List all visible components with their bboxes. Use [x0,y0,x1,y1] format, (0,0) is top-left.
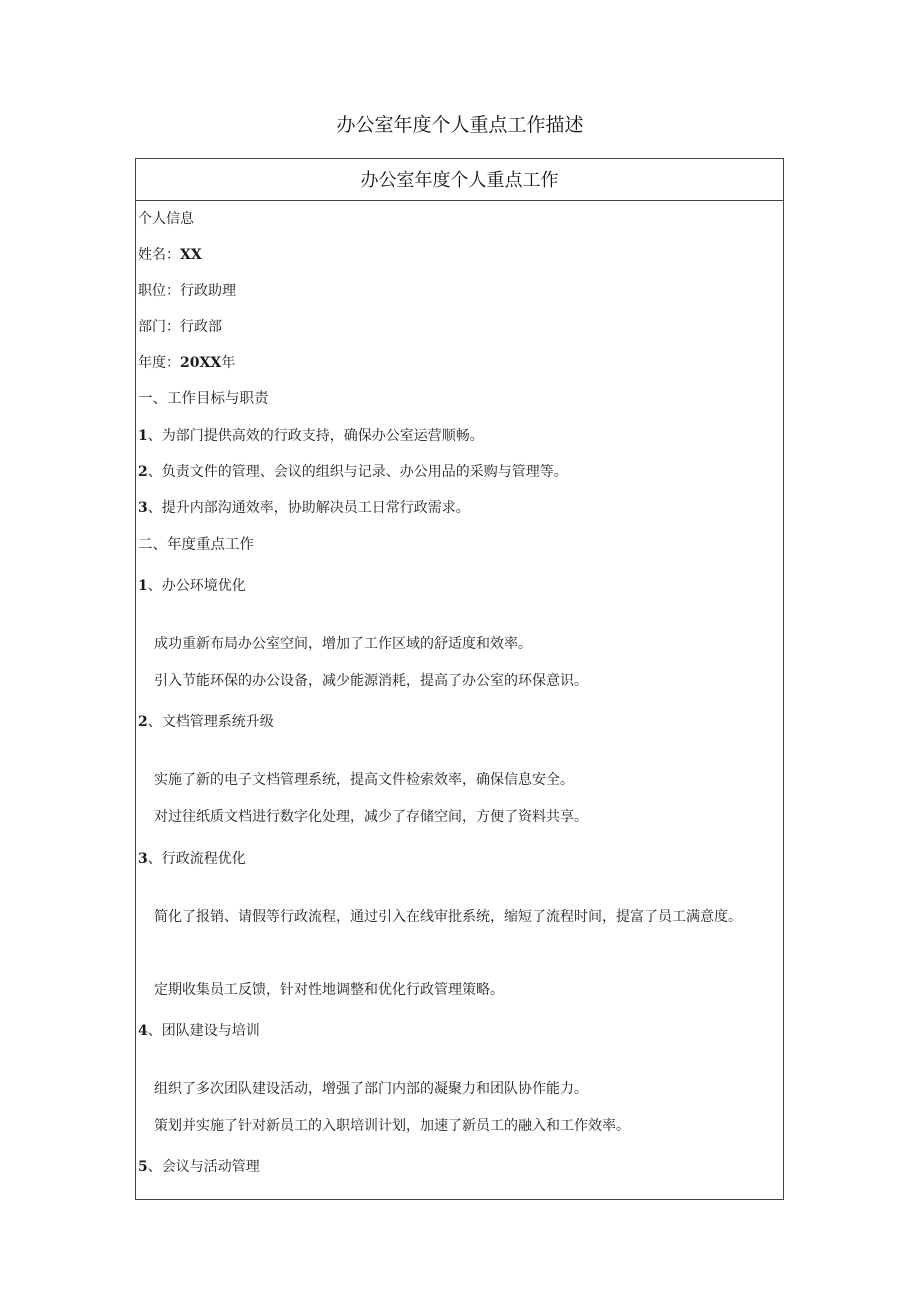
item-detail: 简化了报销、请假等行政流程，通过引入在线审批系统，缩短了流程时间，提富了员工满意度。 [154,909,742,925]
item-title: 、文档管理系统升级 [147,714,274,730]
table-header-row [136,159,783,201]
section1-heading: 一、工作目标与职责 [138,391,269,407]
item-number: 4 [138,1023,148,1039]
item-detail: 成功重新布局办公室空间，增加了工作区域的舒适度和效率。 [154,636,532,652]
item-title: 、团队建设与培训 [147,1023,260,1039]
item-detail: 对过往纸质文档进行数字化处理，减少了存储空间，方便了资料共享。 [154,809,588,825]
item-text: 、为部门提供高效的行政支持，确保办公室运营顺畅。 [147,428,484,444]
section2-item-title [138,712,274,732]
name-value: XX [180,247,202,263]
item-title: 、行政流程优化 [147,851,246,867]
section1-item [138,426,484,446]
section1-item [138,498,470,518]
section1-item [138,462,568,482]
content-table [135,158,784,1200]
item-number: 1 [138,578,148,594]
item-title: 、办公环境优化 [147,578,246,594]
page-title: 办公室年度个人重点工作描述 [336,114,584,136]
name-label: 姓名： [138,247,180,263]
year-value: 20XX [180,355,222,371]
item-detail: 实施了新的电子文档管理系统，提高文件检索效率，确保信息安全。 [154,772,574,788]
item-title: 、会议与活动管理 [147,1159,260,1175]
item-detail: 策划并实施了针对新员工的入职培训计划，加速了新员工的融入和工作效率。 [154,1118,630,1134]
position-line: 职位：行政助理 [138,283,236,299]
table-title: 办公室年度个人重点工作 [360,170,559,191]
section2-heading: 二、年度重点工作 [138,537,254,553]
item-number: 5 [138,1159,148,1175]
item-number: 3 [138,851,148,867]
item-text: 、提升内部沟通效率，协助解决员工日常行政需求。 [147,500,470,516]
year-line [138,353,235,373]
item-text: 、负责文件的管理、会议的组织与记录、办公用品的采购与管理等。 [147,464,568,480]
item-number: 3 [138,500,148,516]
item-number: 1 [138,428,148,444]
item-detail: 定期收集员工反馈，针对性地调整和优化行政管理策略。 [154,982,504,998]
personal-info-heading: 个人信息 [138,211,194,227]
year-suffix: 年 [221,355,236,371]
item-detail: 组织了多次团队建设活动，增强了部门内部的凝聚力和团队协作能力。 [154,1081,588,1097]
name-line [138,245,202,265]
item-number: 2 [138,714,148,730]
year-label: 年度： [138,355,180,371]
section2-item-title [138,1157,260,1177]
section2-item-title [138,576,246,596]
department-line: 部门：行政部 [138,319,222,335]
item-detail: 引入节能环保的办公设备，减少能源消耗，提高了办公室的环保意识。 [154,673,588,689]
section2-item-title [138,1021,260,1041]
item-number: 2 [138,464,148,480]
section2-item-title [138,849,246,869]
